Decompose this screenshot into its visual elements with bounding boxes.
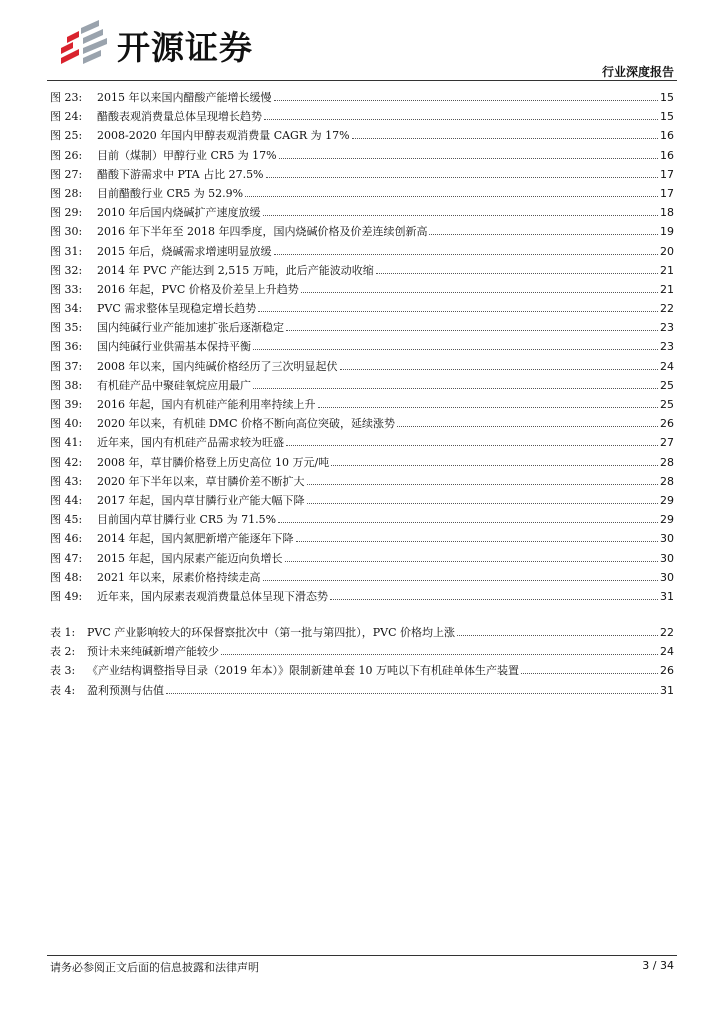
figure-entry[interactable] bbox=[50, 204, 674, 223]
figure-entry-title: 国内纯碱行业产能加速扩张后逐渐稳定 bbox=[97, 321, 284, 335]
table-entry-page: 24 bbox=[660, 645, 674, 659]
figure-entry-label: 图 38: bbox=[50, 378, 83, 392]
figure-entry-label: 图 26: bbox=[50, 148, 83, 162]
figure-entry-title: 醋酸表观消费量总体呈现增长趋势 bbox=[97, 110, 262, 124]
figure-entry-label: 图 39: bbox=[50, 398, 83, 411]
figure-entry[interactable] bbox=[50, 262, 674, 281]
figure-entry-title: 2016 年下半年至 2018 年四季度，国内烧碱价格及价差连续创新高 bbox=[97, 225, 428, 239]
page-number: 3 / 34 bbox=[642, 959, 674, 972]
figure-entry[interactable] bbox=[50, 108, 674, 127]
figure-entry-label: 图 49: bbox=[50, 589, 83, 603]
table-list bbox=[50, 624, 674, 701]
figure-entry-leader bbox=[307, 494, 659, 504]
table-entry-page: 22 bbox=[660, 626, 674, 639]
table-entry-leader bbox=[521, 664, 658, 674]
figure-entry[interactable] bbox=[50, 223, 674, 242]
figure-entry-page: 17 bbox=[660, 186, 674, 200]
figure-entry-leader bbox=[279, 149, 658, 159]
figure-entry-title: PVC 需求整体呈现稳定增长趋势 bbox=[97, 302, 257, 316]
table-entry-title: 盈利预测与估值 bbox=[87, 683, 164, 697]
figure-entry-title: 2010 年后国内烧碱扩产速度放缓 bbox=[97, 206, 261, 220]
kaiyuan-logo-icon bbox=[57, 18, 111, 66]
figure-entry-page: 23 bbox=[660, 340, 674, 354]
figure-entry[interactable] bbox=[50, 569, 674, 588]
figure-entry-leader bbox=[253, 340, 658, 350]
figure-entry[interactable] bbox=[50, 166, 674, 185]
figure-entry[interactable] bbox=[50, 319, 674, 338]
table-entry-page: 31 bbox=[660, 683, 674, 697]
figure-entry-label: 图 31: bbox=[50, 244, 83, 258]
figure-entry-label: 图 40: bbox=[50, 417, 83, 431]
figure-entry[interactable] bbox=[50, 338, 674, 357]
figure-entry-title: 2021 年以来，尿素价格持续走高 bbox=[97, 570, 261, 584]
figure-entry-page: 29 bbox=[660, 513, 674, 527]
figure-entry-leader bbox=[274, 91, 659, 101]
table-entry[interactable] bbox=[50, 662, 674, 681]
figure-entry[interactable] bbox=[50, 511, 674, 530]
figure-entry-leader bbox=[278, 513, 658, 523]
figure-entry-leader bbox=[286, 321, 658, 331]
figure-entry-label: 图 28: bbox=[50, 186, 83, 200]
figure-entry-page: 30 bbox=[660, 551, 674, 565]
figure-entry-page: 25 bbox=[660, 378, 674, 392]
figure-entry-title: 2008 年，草甘膦价格登上历史高位 10 万元/吨 bbox=[97, 455, 330, 469]
figure-entry-leader bbox=[352, 129, 658, 139]
figure-entry-title: 2015 年后，烧碱需求增速明显放缓 bbox=[97, 244, 272, 258]
footer-disclaimer: 请务必参阅正文后面的信息披露和法律声明 bbox=[50, 961, 259, 974]
table-entry-label: 表 4: bbox=[50, 683, 76, 697]
figure-entry-page: 24 bbox=[660, 359, 674, 373]
figure-entry-leader bbox=[263, 571, 659, 581]
figure-entry-label: 图 23: bbox=[50, 91, 83, 104]
figure-entry-page: 27 bbox=[660, 436, 674, 450]
figure-entry[interactable] bbox=[50, 300, 674, 319]
header-divider bbox=[47, 80, 677, 81]
table-entry-title: 《产业结构调整指导目录（2019 年本）》限制新建单套 10 万吨以下有机硅单体生产装置 bbox=[87, 664, 519, 678]
figure-entry-label: 图 35: bbox=[50, 321, 83, 335]
figure-entry-label: 图 32: bbox=[50, 263, 83, 277]
figure-entry-title: 有机硅产品中聚硅氧烷应用最广 bbox=[97, 378, 251, 392]
figure-list bbox=[50, 89, 674, 607]
figure-entry-label: 图 29: bbox=[50, 206, 83, 220]
figure-entry[interactable] bbox=[50, 377, 674, 396]
figure-entry-label: 图 47: bbox=[50, 551, 83, 565]
figure-entry-label: 图 37: bbox=[50, 359, 83, 373]
figure-entry-title: 近年来，国内有机硅产品需求较为旺盛 bbox=[97, 436, 284, 450]
figure-entry-label: 图 24: bbox=[50, 110, 83, 124]
figure-entry-label: 图 30: bbox=[50, 225, 83, 239]
figure-entry-label: 图 46: bbox=[50, 532, 83, 546]
figure-entry-leader bbox=[397, 417, 658, 427]
figure-entry-leader bbox=[429, 225, 658, 235]
figure-entry[interactable] bbox=[50, 492, 674, 511]
figure-entry-page: 16 bbox=[660, 148, 674, 162]
figure-entry-page: 15 bbox=[660, 91, 674, 104]
figure-entry-page: 28 bbox=[660, 474, 674, 488]
figure-entry-label: 图 42: bbox=[50, 455, 83, 469]
figure-entry[interactable] bbox=[50, 473, 674, 492]
figure-entry-title: 2017 年起，国内草甘膦行业产能大幅下降 bbox=[97, 493, 305, 507]
figure-entry-page: 29 bbox=[660, 493, 674, 507]
figure-entry[interactable] bbox=[50, 415, 674, 434]
figure-entry-title: 目前国内草甘膦行业 CR5 为 71.5% bbox=[97, 513, 277, 527]
figure-entry-page: 28 bbox=[660, 455, 674, 469]
figure-entry-label: 图 33: bbox=[50, 282, 83, 296]
table-entry-leader bbox=[221, 645, 658, 655]
figure-entry[interactable] bbox=[50, 358, 674, 377]
figure-entry-title: 2020 年以来，有机硅 DMC 价格不断向高位突破，延续涨势 bbox=[97, 417, 395, 431]
figure-entry[interactable] bbox=[50, 588, 674, 607]
figure-entry-label: 图 36: bbox=[50, 340, 83, 354]
figure-entry-leader bbox=[307, 475, 659, 485]
figure-entry[interactable] bbox=[50, 281, 674, 300]
table-entry-leader bbox=[166, 684, 658, 694]
figure-entry[interactable] bbox=[50, 243, 674, 262]
figure-entry-leader bbox=[318, 398, 659, 408]
figure-entry-leader bbox=[274, 245, 659, 255]
figure-entry-title: 近年来，国内尿素表观消费量总体呈现下滑态势 bbox=[97, 589, 328, 603]
figure-entry-leader bbox=[331, 456, 658, 466]
figure-entry-page: 20 bbox=[660, 244, 674, 258]
figure-entry-leader bbox=[266, 168, 658, 178]
figure-entry-title: 2008 年以来，国内纯碱价格经历了三次明显起伏 bbox=[97, 359, 338, 373]
table-entry[interactable] bbox=[50, 624, 674, 643]
figure-entry-page: 18 bbox=[660, 206, 674, 220]
figure-entry[interactable] bbox=[50, 530, 674, 549]
figure-entry-leader bbox=[340, 360, 659, 370]
figure-entry-title: 2015 年起，国内尿素产能迈向负增长 bbox=[97, 551, 283, 565]
figure-entry-page: 16 bbox=[660, 129, 674, 143]
figure-entry-label: 图 27: bbox=[50, 167, 83, 181]
figure-entry-title: 2014 年 PVC 产能达到 2,515 万吨，此后产能波动收缩 bbox=[97, 263, 374, 277]
table-entry[interactable] bbox=[50, 643, 674, 662]
figure-entry-title: 2014 年起，国内氮肥新增产能逐年下降 bbox=[97, 532, 294, 546]
report-type: 行业深度报告 bbox=[601, 65, 674, 79]
figure-entry-title: 2008-2020 年国内甲醇表观消费量 CAGR 为 17% bbox=[97, 129, 350, 143]
figure-entry-page: 21 bbox=[660, 282, 674, 296]
figure-entry[interactable] bbox=[50, 454, 674, 473]
table-entry-page: 26 bbox=[660, 664, 674, 678]
table-entry-label: 表 1: bbox=[50, 626, 76, 639]
table-entry-title: 预计未来纯碱新增产能较少 bbox=[87, 645, 219, 659]
figure-entry-leader bbox=[245, 187, 658, 197]
figure-entry[interactable] bbox=[50, 396, 674, 415]
figure-entry-title: 醋酸下游需求中 PTA 占比 27.5% bbox=[97, 167, 264, 181]
footer-divider bbox=[47, 955, 677, 956]
figure-entry[interactable] bbox=[50, 127, 674, 146]
figure-entry-page: 30 bbox=[660, 532, 674, 546]
figure-entry-leader bbox=[258, 302, 658, 312]
table-entry-title: PVC 产业影响较大的环保督察批次中（第一批与第四批），PVC 价格均上涨 bbox=[87, 626, 456, 639]
figure-entry-label: 图 41: bbox=[50, 436, 83, 450]
figure-entry-page: 17 bbox=[660, 167, 674, 181]
figure-entry-leader bbox=[263, 206, 659, 216]
figure-entry[interactable] bbox=[50, 434, 674, 453]
figure-entry-title: 2015 年以来国内醋酸产能增长缓慢 bbox=[97, 91, 272, 104]
figure-entry-leader bbox=[264, 110, 658, 120]
figure-entry[interactable] bbox=[50, 185, 674, 204]
figure-entry[interactable] bbox=[50, 89, 674, 108]
figure-entry-title: 目前醋酸行业 CR5 为 52.9% bbox=[97, 186, 244, 200]
table-entry[interactable] bbox=[50, 682, 674, 701]
figure-entry-label: 图 25: bbox=[50, 129, 83, 143]
figure-entry-leader bbox=[253, 379, 658, 389]
figure-entry-page: 30 bbox=[660, 570, 674, 584]
figure-entry-title: 2020 年下半年以来，草甘膦价差不断扩大 bbox=[97, 474, 305, 488]
table-entry-leader bbox=[457, 626, 658, 636]
figure-entry-page: 19 bbox=[660, 225, 674, 239]
brand-name: 开源证券 bbox=[117, 28, 253, 67]
figure-entry-label: 图 43: bbox=[50, 474, 83, 488]
table-entry-label: 表 2: bbox=[50, 645, 76, 659]
figure-entry-leader bbox=[330, 590, 658, 600]
figure-entry-label: 图 44: bbox=[50, 493, 83, 507]
figure-entry-title: 目前（煤制）甲醇行业 CR5 为 17% bbox=[97, 148, 277, 162]
figure-entry-title: 2016 年起，PVC 价格及价差呈上升趋势 bbox=[97, 282, 299, 296]
brand-logo bbox=[57, 18, 277, 66]
figure-entry-page: 25 bbox=[660, 398, 674, 411]
figure-entry[interactable] bbox=[50, 147, 674, 166]
figure-entry-leader bbox=[296, 532, 659, 542]
figure-entry-label: 图 48: bbox=[50, 570, 83, 584]
figure-entry-leader bbox=[286, 436, 658, 446]
figure-entry[interactable] bbox=[50, 550, 674, 569]
figure-entry-page: 15 bbox=[660, 110, 674, 124]
figure-entry-page: 21 bbox=[660, 263, 674, 277]
figure-entry-label: 图 34: bbox=[50, 302, 83, 316]
figure-entry-leader bbox=[376, 264, 658, 274]
figure-entry-title: 2016 年起，国内有机硅产能利用率持续上升 bbox=[97, 398, 316, 411]
figure-entry-page: 22 bbox=[660, 302, 674, 316]
figure-entry-leader bbox=[301, 283, 658, 293]
figure-entry-page: 23 bbox=[660, 321, 674, 335]
figure-entry-page: 31 bbox=[660, 589, 674, 603]
figure-entry-label: 图 45: bbox=[50, 513, 83, 527]
figure-entry-leader bbox=[285, 552, 659, 562]
figure-entry-page: 26 bbox=[660, 417, 674, 431]
table-entry-label: 表 3: bbox=[50, 664, 76, 678]
figure-entry-title: 国内纯碱行业供需基本保持平衡 bbox=[97, 340, 251, 354]
